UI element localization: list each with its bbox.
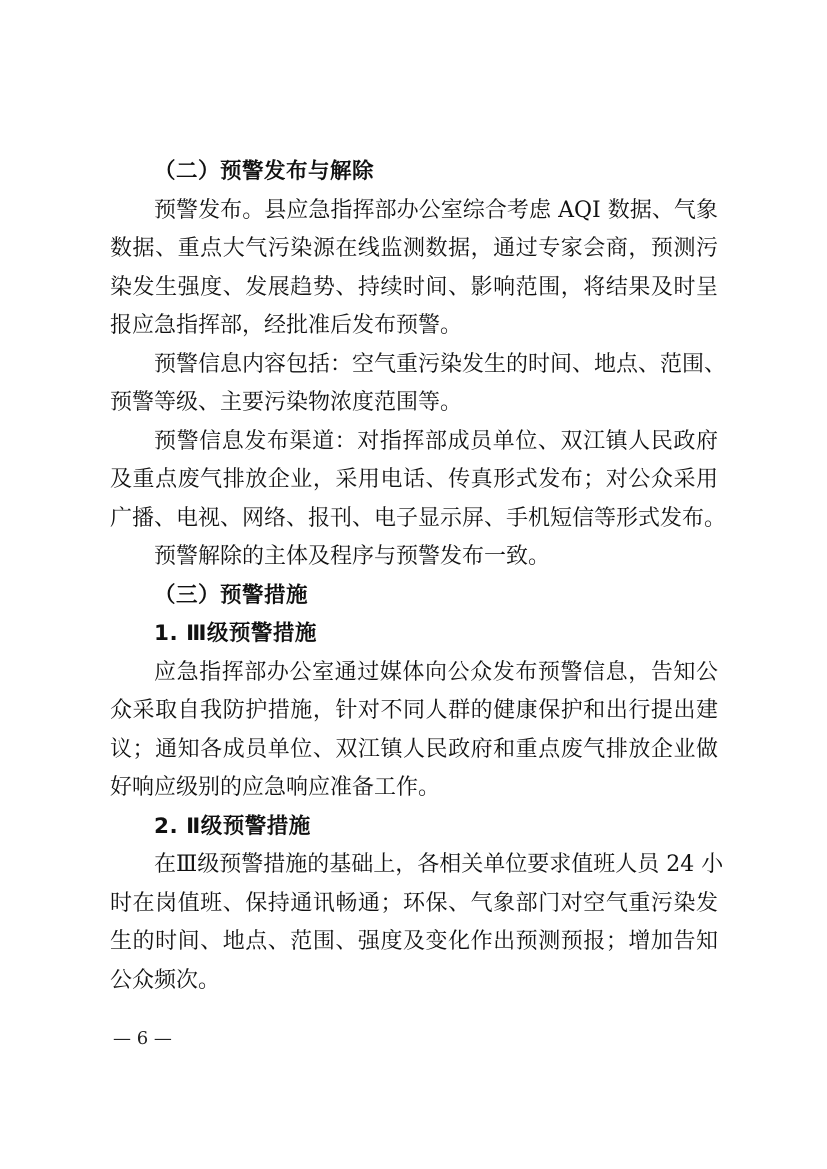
section-heading: 2. Ⅱ级预警措施 [154, 813, 311, 839]
paragraph-line: 数据、重点大气污染源在线监测数据，通过专家会商，预测污 [110, 236, 718, 261]
paragraph-line: 预警信息内容包括：空气重污染发生的时间、地点、范围、 [154, 351, 727, 377]
section-heading: （三）预警措施 [154, 582, 309, 608]
paragraph-line: 公众频次。 [110, 967, 221, 993]
paragraph-line: 广播、电视、网络、报刊、电子显示屏、手机短信等形式发布。 [110, 505, 727, 531]
paragraph-line: 预警发布。县应急指挥部办公室综合考虑 AQI 数据、气象 [154, 197, 718, 223]
paragraph-line: 在Ⅲ级预警措施的基础上，各相关单位要求值班人员 24 小 [154, 852, 724, 877]
paragraph-line: 时在岗值班、保持通讯畅通；环保、气象部门对空气重污染发 [110, 890, 718, 916]
paragraph-line: 及重点废气排放企业，采用电话、传真形式发布；对公众采用 [110, 467, 718, 492]
section-heading: （二）预警发布与解除 [154, 159, 375, 184]
paragraph-line: 染发生强度、发展趋势、持续时间、影响范围，将结果及时呈 [110, 274, 718, 300]
paragraph-line: 生的时间、地点、范围、强度及变化作出预测预报；增加告知 [110, 929, 718, 954]
paragraph-line: 预警等级、主要污染物浓度范围等。 [110, 390, 463, 415]
paragraph-line: 报应急指挥部，经批准后发布预警。 [110, 313, 463, 338]
section-heading: 1. Ⅲ级预警措施 [154, 621, 317, 646]
page-number: — 6 — [113, 1028, 172, 1049]
paragraph-line: 预警解除的主体及程序与预警发布一致。 [154, 544, 551, 569]
paragraph-line: 应急指挥部办公室通过媒体向公众发布预警信息，告知公 [154, 659, 718, 685]
document-body [110, 153, 727, 1000]
paragraph-line: 预警信息发布渠道：对指挥部成员单位、双江镇人民政府 [154, 428, 718, 454]
paragraph-line: 好响应级别的应急响应准备工作。 [110, 775, 441, 800]
paragraph-line: 众采取自我防护措施，针对不同人群的健康保护和出行提出建 [110, 698, 718, 723]
paragraph-line: 议；通知各成员单位、双江镇人民政府和重点废气排放企业做 [110, 736, 718, 762]
